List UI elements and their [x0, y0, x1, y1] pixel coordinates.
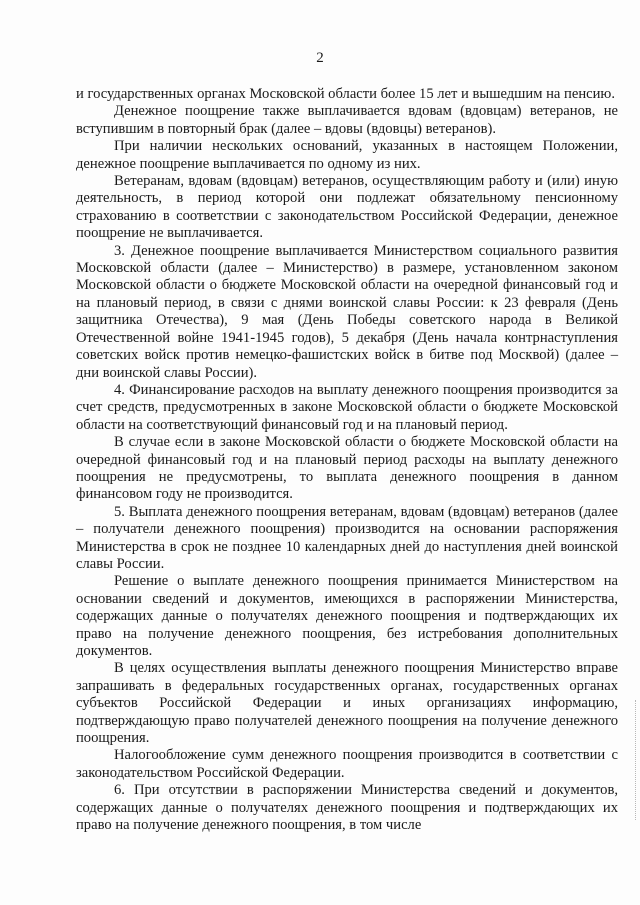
paragraph-no-budget: В случае если в законе Московской области о бюджете Московской области на очередной финансовый год и на плановый период расходы на выплату денежного поощрения не предусмотрены, то выплата денежного поощрения в данном финансовом году не производится.	[76, 434, 618, 503]
paragraph-clause-3: 3. Денежное поощрение выплачивается Министерством социального развития Московской области (далее – Министерство) в размере, установленном законом Московской области о бюджете Московской области на очередной финансовый год и на плановый период, в связи с днями воинской славы России: к 23 февраля (День защитника Отечества), 9 мая (День Победы советского народа в Великой Отечественной войне 1941-1945 годов), 5 декабря (День начала контрнаступления советских войск против немецко-фашистских войск в битве под Москвой) (далее – дни воинской славы России).	[76, 242, 618, 381]
scan-edge-mark	[633, 700, 636, 820]
paragraph-widows: Денежное поощрение также выплачивается вдовам (вдовцам) ветеранов, не вступившим в повторный брак (далее – вдовы (вдовцы) ветеранов).	[76, 103, 618, 137]
document-body	[76, 86, 618, 834]
paragraph-clause-5: 5. Выплата денежного поощрения ветеранам, вдовам (вдовцам) ветеранов (далее – получатели денежного поощрения) производится на основании распоряжения Министерства в срок не позднее 10 календарных дней до наступления дней воинской славы России.	[76, 503, 618, 572]
page-number: 2	[316, 50, 324, 66]
paragraph-working-veterans: Ветеранам, вдовам (вдовцам) ветеранов, осуществляющим работу и (или) иную деятельность, в период которой они подлежат обязательному пенсионному страхованию в соответствии с законодательством Российской Федерации, денежное поощрение не выплачивается.	[76, 173, 618, 242]
paragraph-multiple-grounds: При наличии нескольких оснований, указанных в настоящем Положении, денежное поощрение выплачивается по одному из них.	[76, 138, 618, 172]
paragraph-clause-6: 6. При отсутствии в распоряжении Министерства сведений и документов, содержащих данные о получателях денежного поощрения и подтверждающих их право на получение денежного поощрения, в том числе	[76, 782, 618, 834]
paragraph-continuation: и государственных органах Московской области более 15 лет и вышедшим на пенсию.	[76, 86, 615, 102]
paragraph-decision: Решение о выплате денежного поощрения принимается Министерством на основании сведений и документов, имеющихся в распоряжении Министерства, содержащих данные о получателях денежного поощрения и подтверждающих их право на получение денежного поощрения, без истребования дополнительных документов.	[76, 573, 618, 659]
paragraph-requests: В целях осуществления выплаты денежного поощрения Министерство вправе запрашивать в федеральных государственных органах, государственных органах субъектов Российской Федерации и иных организациях информацию, подтверждающую право получателей денежного поощрения на получение денежного поощрения.	[76, 660, 618, 747]
paragraph-clause-4: 4. Финансирование расходов на выплату денежного поощрения производится за счет средств, предусмотренных в законе Московской области о бюджете Московской области на соответствующий финансовый год и на плановый период.	[76, 381, 618, 433]
paragraph-taxation: Налогообложение сумм денежного поощрения производится в соответствии с законодательством Российской Федерации.	[76, 747, 618, 781]
